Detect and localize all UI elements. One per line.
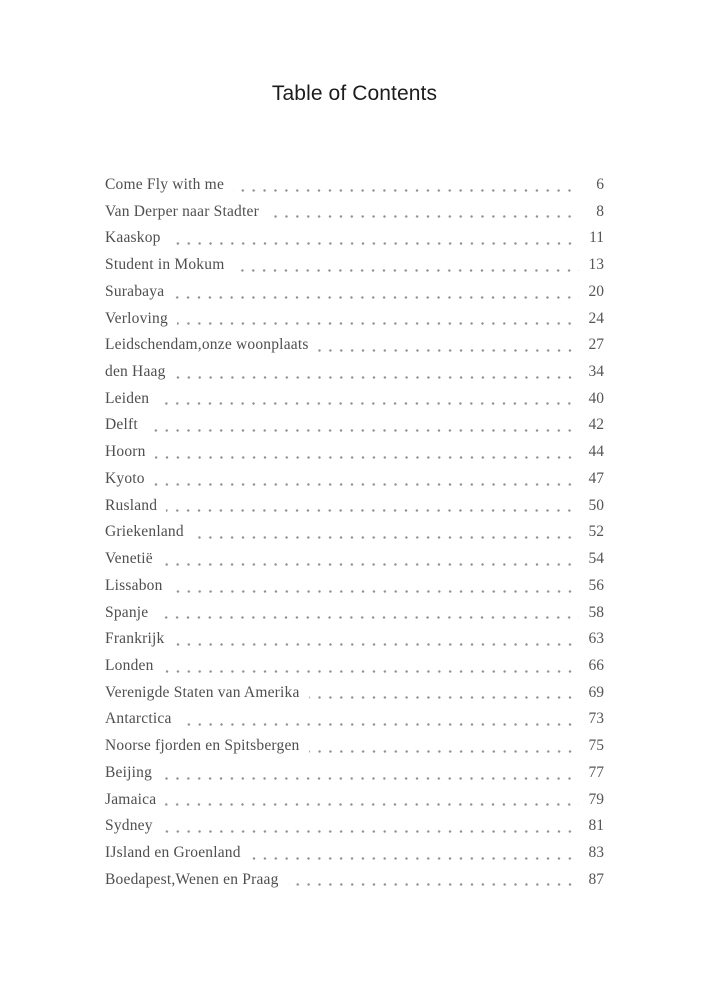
toc-entry-page-number: 8 bbox=[596, 202, 604, 220]
toc-entry-title: Londen bbox=[105, 656, 154, 674]
dot-leader bbox=[288, 867, 579, 894]
page-title: Table of Contents bbox=[271, 82, 438, 105]
toc-entry-title: Surabaya bbox=[105, 282, 165, 300]
toc-entry-title: Venetië bbox=[105, 550, 153, 568]
toc-entry-page-number: 75 bbox=[588, 737, 604, 755]
toc-entry-page-number: 66 bbox=[588, 656, 604, 674]
toc-entry-row bbox=[105, 787, 604, 814]
dot-leader bbox=[177, 306, 579, 333]
toc-entry-page-number: 73 bbox=[588, 710, 604, 728]
dot-leader bbox=[318, 332, 579, 359]
toc-entry-page-number: 54 bbox=[588, 550, 604, 568]
dot-leader bbox=[250, 840, 579, 867]
toc-entry-row bbox=[105, 867, 604, 894]
toc-entry-row bbox=[105, 412, 604, 439]
toc-entry-page-number: 63 bbox=[588, 630, 604, 648]
dot-leader bbox=[157, 600, 579, 627]
dot-leader bbox=[154, 466, 579, 493]
toc-entry-row bbox=[105, 252, 604, 279]
dot-leader bbox=[170, 225, 579, 252]
toc-entry-title: IJsland en Groenland bbox=[105, 843, 241, 861]
dot-leader bbox=[175, 359, 579, 386]
toc-entry-page-number: 44 bbox=[588, 443, 604, 461]
toc-entry-page-number: 34 bbox=[588, 363, 604, 381]
toc-entry-title: Van Derper naar Stadter bbox=[105, 202, 259, 220]
toc-entry-row bbox=[105, 653, 604, 680]
toc-entry-page-number: 79 bbox=[588, 790, 604, 808]
toc-entry-title: Kaaskop bbox=[105, 229, 161, 247]
dot-leader bbox=[166, 493, 579, 520]
toc-entry-row bbox=[105, 279, 604, 306]
toc-entry-title: Student in Mokum bbox=[105, 256, 225, 274]
toc-entry-page-number: 13 bbox=[588, 256, 604, 274]
toc-entry-title: Come Fly with me bbox=[105, 176, 225, 193]
toc-entry-row bbox=[105, 199, 604, 226]
toc-entry-title: Jamaica bbox=[105, 790, 157, 808]
dot-leader bbox=[158, 386, 579, 413]
dot-leader bbox=[162, 813, 579, 840]
dot-leader bbox=[181, 706, 579, 733]
toc-entry-row bbox=[105, 733, 604, 760]
toc-entry-page-number: 87 bbox=[588, 870, 604, 888]
toc-entry-title: Griekenland bbox=[105, 523, 184, 541]
toc-entry-title: Delft bbox=[105, 416, 138, 434]
dot-leader bbox=[155, 439, 579, 466]
toc-entry-title: Frankrijk bbox=[105, 630, 165, 648]
toc-entry-page-number: 6 bbox=[596, 176, 604, 193]
toc-entry-row bbox=[105, 386, 604, 413]
dot-leader bbox=[161, 760, 579, 787]
dot-leader bbox=[233, 252, 579, 279]
toc-entry-page-number: 50 bbox=[588, 496, 604, 514]
toc-entry-row bbox=[105, 172, 604, 199]
toc-entry-page-number: 56 bbox=[588, 576, 604, 594]
toc-entry-title: Beijing bbox=[105, 763, 153, 781]
dot-leader bbox=[233, 172, 579, 199]
toc-entry-page-number: 42 bbox=[588, 416, 604, 434]
toc-entry-title: den Haag bbox=[105, 363, 166, 381]
toc-entry-title: Verloving bbox=[105, 309, 168, 327]
toc-entry-title: Kyoto bbox=[105, 469, 145, 487]
toc-entry-title: Sydney bbox=[105, 817, 153, 835]
dot-leader bbox=[162, 546, 579, 573]
dot-leader bbox=[174, 626, 580, 653]
dot-leader bbox=[193, 519, 579, 546]
toc-entry-title: Noorse fjorden en Spitsbergen bbox=[105, 737, 300, 755]
dot-leader bbox=[309, 733, 580, 760]
toc-entry-title: Verenigde Staten van Amerika bbox=[105, 683, 300, 701]
dot-leader bbox=[147, 412, 579, 439]
dot-leader bbox=[268, 199, 579, 226]
toc-entry-title: Spanje bbox=[105, 603, 149, 621]
toc-entry-row bbox=[105, 519, 604, 546]
dot-leader bbox=[309, 680, 579, 707]
toc-entry-page-number: 47 bbox=[588, 469, 604, 487]
toc-entry-row bbox=[105, 466, 604, 493]
toc-entry-row bbox=[105, 306, 604, 333]
toc-entry-page-number: 77 bbox=[588, 763, 604, 781]
toc-entry-title: Leidschendam,onze woonplaats bbox=[105, 336, 309, 354]
toc-entry-page-number: 20 bbox=[588, 282, 604, 300]
toc-entry-page-number: 52 bbox=[588, 523, 604, 541]
toc-entry-page-number: 40 bbox=[588, 389, 604, 407]
toc-entry-page-number: 83 bbox=[588, 843, 604, 861]
toc-entry-title: Antarctica bbox=[105, 710, 172, 728]
toc-entry-row bbox=[105, 626, 604, 653]
dot-leader bbox=[163, 653, 579, 680]
toc-entry-row bbox=[105, 332, 604, 359]
toc-entry-page-number: 27 bbox=[588, 336, 604, 354]
toc-list bbox=[105, 172, 604, 893]
toc-entry-title: Lissabon bbox=[105, 576, 163, 594]
toc-entry-row bbox=[105, 493, 604, 520]
toc-entry-row bbox=[105, 439, 604, 466]
toc-entry-title: Hoorn bbox=[105, 443, 146, 461]
toc-entry-row bbox=[105, 546, 604, 573]
toc-entry-title: Leiden bbox=[105, 389, 150, 407]
dot-leader bbox=[173, 279, 579, 306]
toc-entry-row bbox=[105, 760, 604, 787]
toc-entry-title: Boedapest,Wenen en Praag bbox=[105, 870, 279, 888]
toc-entry-row bbox=[105, 600, 604, 627]
toc-entry-page-number: 69 bbox=[588, 683, 604, 701]
toc-entry-row bbox=[105, 840, 604, 867]
dot-leader bbox=[165, 787, 579, 814]
toc-entry-page-number: 24 bbox=[588, 309, 604, 327]
toc-entry-title: Rusland bbox=[105, 496, 158, 514]
toc-entry-row bbox=[105, 225, 604, 252]
toc-entry-page-number: 58 bbox=[588, 603, 604, 621]
toc-entry-page-number: 81 bbox=[588, 817, 604, 835]
toc-entry-row bbox=[105, 813, 604, 840]
dot-leader bbox=[172, 573, 579, 600]
toc-entry-row bbox=[105, 706, 604, 733]
toc-entry-row bbox=[105, 680, 604, 707]
toc-entry-row bbox=[105, 359, 604, 386]
toc-entry-page-number: 11 bbox=[589, 229, 604, 247]
toc-entry-row bbox=[105, 573, 604, 600]
